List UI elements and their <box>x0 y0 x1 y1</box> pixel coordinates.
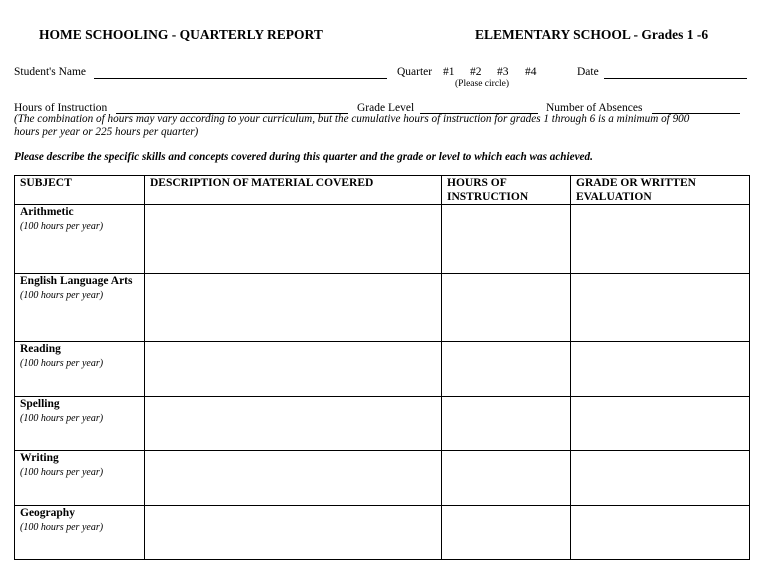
subject-cell <box>15 205 145 274</box>
report-title: HOME SCHOOLING - QUARTERLY REPORT <box>39 27 323 42</box>
grade-cell[interactable] <box>571 205 750 274</box>
date-field[interactable] <box>604 78 747 79</box>
hours-cell[interactable] <box>442 506 571 560</box>
table-row <box>15 205 750 274</box>
date-label: Date <box>577 66 599 78</box>
hours-note-line-1: (The combination of hours may vary according to your curriculum, but the cumulative hours of instruction for grades 1 through 6 is a minimum of 900 <box>14 113 690 125</box>
subject-cell <box>15 274 145 342</box>
table-row <box>15 342 750 397</box>
hours-cell[interactable] <box>442 205 571 274</box>
subject-requirement: (100 hours per year) <box>20 220 104 232</box>
subject-cell <box>15 451 145 506</box>
table-row <box>15 397 750 451</box>
grade-cell[interactable] <box>571 342 750 397</box>
table-row <box>15 451 750 506</box>
grade-cell[interactable] <box>571 397 750 451</box>
subject-requirement: (100 hours per year) <box>20 466 104 478</box>
quarter-option-1[interactable]: #1 <box>443 66 455 78</box>
absences-label: Number of Absences <box>546 102 643 114</box>
header-description: DESCRIPTION OF MATERIAL COVERED <box>145 176 442 205</box>
description-cell[interactable] <box>145 274 442 342</box>
student-name-field[interactable] <box>94 78 387 79</box>
quarter-hint: (Please circle) <box>455 79 510 89</box>
student-name-label: Student's Name <box>14 66 87 78</box>
subject-name: Spelling <box>20 398 60 410</box>
subject-requirement: (100 hours per year) <box>20 521 104 533</box>
report-table <box>14 175 750 560</box>
hours-of-instruction-label: Hours of Instruction <box>14 102 108 114</box>
header-grade: GRADE OR WRITTEN EVALUATION <box>571 176 750 205</box>
subject-name: Writing <box>20 452 59 464</box>
hours-cell[interactable] <box>442 342 571 397</box>
quarter-label: Quarter <box>397 66 433 78</box>
subject-requirement: (100 hours per year) <box>20 357 104 369</box>
grade-level-label: Grade Level <box>357 102 415 114</box>
quarter-option-2[interactable]: #2 <box>470 66 482 78</box>
instructions-text: Please describe the specific skills and concepts covered during this quarter and the grade or level to which each was achieved. <box>14 151 593 163</box>
table-header-row <box>15 176 750 205</box>
grade-cell[interactable] <box>571 451 750 506</box>
hours-cell[interactable] <box>442 397 571 451</box>
grade-cell[interactable] <box>571 506 750 560</box>
grade-cell[interactable] <box>571 274 750 342</box>
subject-cell <box>15 397 145 451</box>
subject-name: Reading <box>20 343 61 355</box>
quarter-option-3[interactable]: #3 <box>497 66 509 78</box>
subject-requirement: (100 hours per year) <box>20 289 104 301</box>
table-row <box>15 274 750 342</box>
hours-note-line-2: hours per year or 225 hours per quarter) <box>14 126 199 138</box>
subject-name: Geography <box>20 507 75 519</box>
header-subject: SUBJECT <box>15 176 145 205</box>
description-cell[interactable] <box>145 506 442 560</box>
subject-requirement: (100 hours per year) <box>20 412 104 424</box>
hours-cell[interactable] <box>442 451 571 506</box>
quarter-option-4[interactable]: #4 <box>525 66 537 78</box>
table-row <box>15 506 750 560</box>
subject-name: English Language Arts <box>20 275 133 287</box>
description-cell[interactable] <box>145 342 442 397</box>
subject-name: Arithmetic <box>20 206 74 218</box>
description-cell[interactable] <box>145 205 442 274</box>
subject-cell <box>15 506 145 560</box>
header-hours: HOURS OF INSTRUCTION <box>442 176 571 205</box>
school-level-title: ELEMENTARY SCHOOL - Grades 1 -6 <box>475 27 709 42</box>
subject-cell <box>15 342 145 397</box>
description-cell[interactable] <box>145 397 442 451</box>
description-cell[interactable] <box>145 451 442 506</box>
hours-cell[interactable] <box>442 274 571 342</box>
